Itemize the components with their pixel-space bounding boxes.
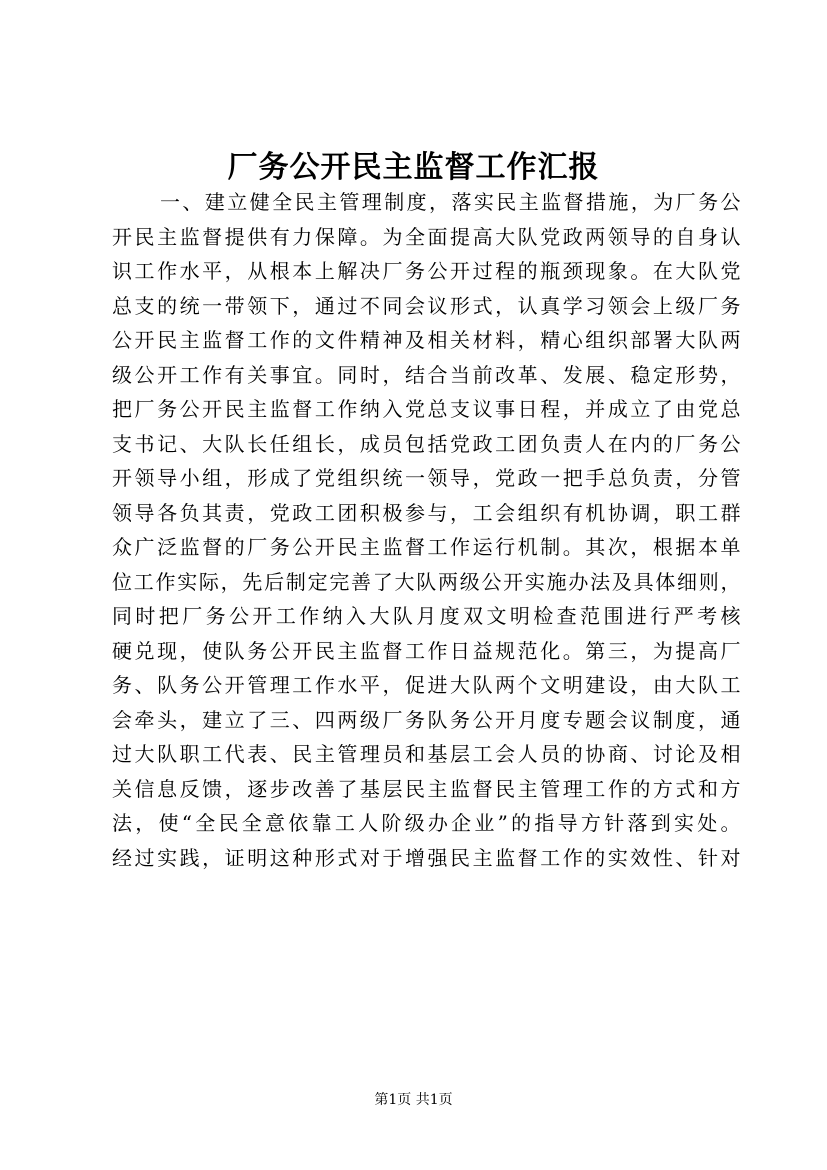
body-line: 总支的统一带领下，通过不同会议形式，认真学习领会上级厂务 — [112, 293, 742, 318]
page-footer: 第1页 共1页 — [374, 1092, 453, 1108]
body-line: 识工作水平，从根本上解决厂务公开过程的瓶颈现象。在大队党 — [112, 259, 742, 283]
body-line: 经过实践，证明这种形式对于增强民主监督工作的实效性、针对 — [112, 845, 742, 870]
body-line: 公开民主监督工作的文件精神及相关材料，精心组织部署大队两 — [112, 328, 742, 352]
body-line: 位工作实际，先后制定完善了大队两级公开实施办法及具体细则， — [112, 569, 742, 594]
body-line: 开民主监督提供有力保障。为全面提高大队党政两领导的自身认 — [112, 224, 742, 249]
document-title: 厂务公开民主监督工作汇报 — [227, 150, 600, 185]
body-line: 过大队职工代表、民主管理员和基层工会人员的协商、讨论及相 — [112, 742, 742, 766]
body-line: 硬兑现，使队务公开民主监督工作日益规范化。第三，为提高厂 — [112, 638, 742, 663]
body-line: 法，使“全民全意依靠工人阶级办企业”的指导方针落到实处。 — [112, 811, 742, 835]
body-line: 会牵头，建立了三、四两级厂务队务公开月度专题会议制度，通 — [112, 707, 742, 732]
document-body — [112, 185, 742, 875]
body-line: 关信息反馈，逐步改善了基层民主监督民主管理工作的方式和方 — [112, 776, 742, 801]
body-line: 把厂务公开民主监督工作纳入党总支议事日程，并成立了由党总 — [112, 397, 742, 421]
body-line: 支书记、大队长任组长，成员包括党政工团负责人在内的厂务公 — [112, 431, 742, 456]
body-line: 开领导小组，形成了党组织统一领导，党政一把手总负责，分管 — [112, 466, 742, 490]
body-line: 级公开工作有关事宜。同时，结合当前改革、发展、稳定形势， — [112, 362, 742, 387]
body-line: 领导各负其责，党政工团积极参与，工会组织有机协调，职工群 — [112, 500, 742, 525]
body-line: 同时把厂务公开工作纳入大队月度双文明检查范围进行严考核 — [112, 604, 742, 628]
body-line: 众广泛监督的厂务公开民主监督工作运行机制。其次，根据本单 — [112, 535, 742, 559]
body-line: 一、建立健全民主管理制度，落实民主监督措施，为厂务公 — [160, 190, 742, 214]
body-line: 务、队务公开管理工作水平，促进大队两个文明建设，由大队工 — [112, 673, 742, 697]
